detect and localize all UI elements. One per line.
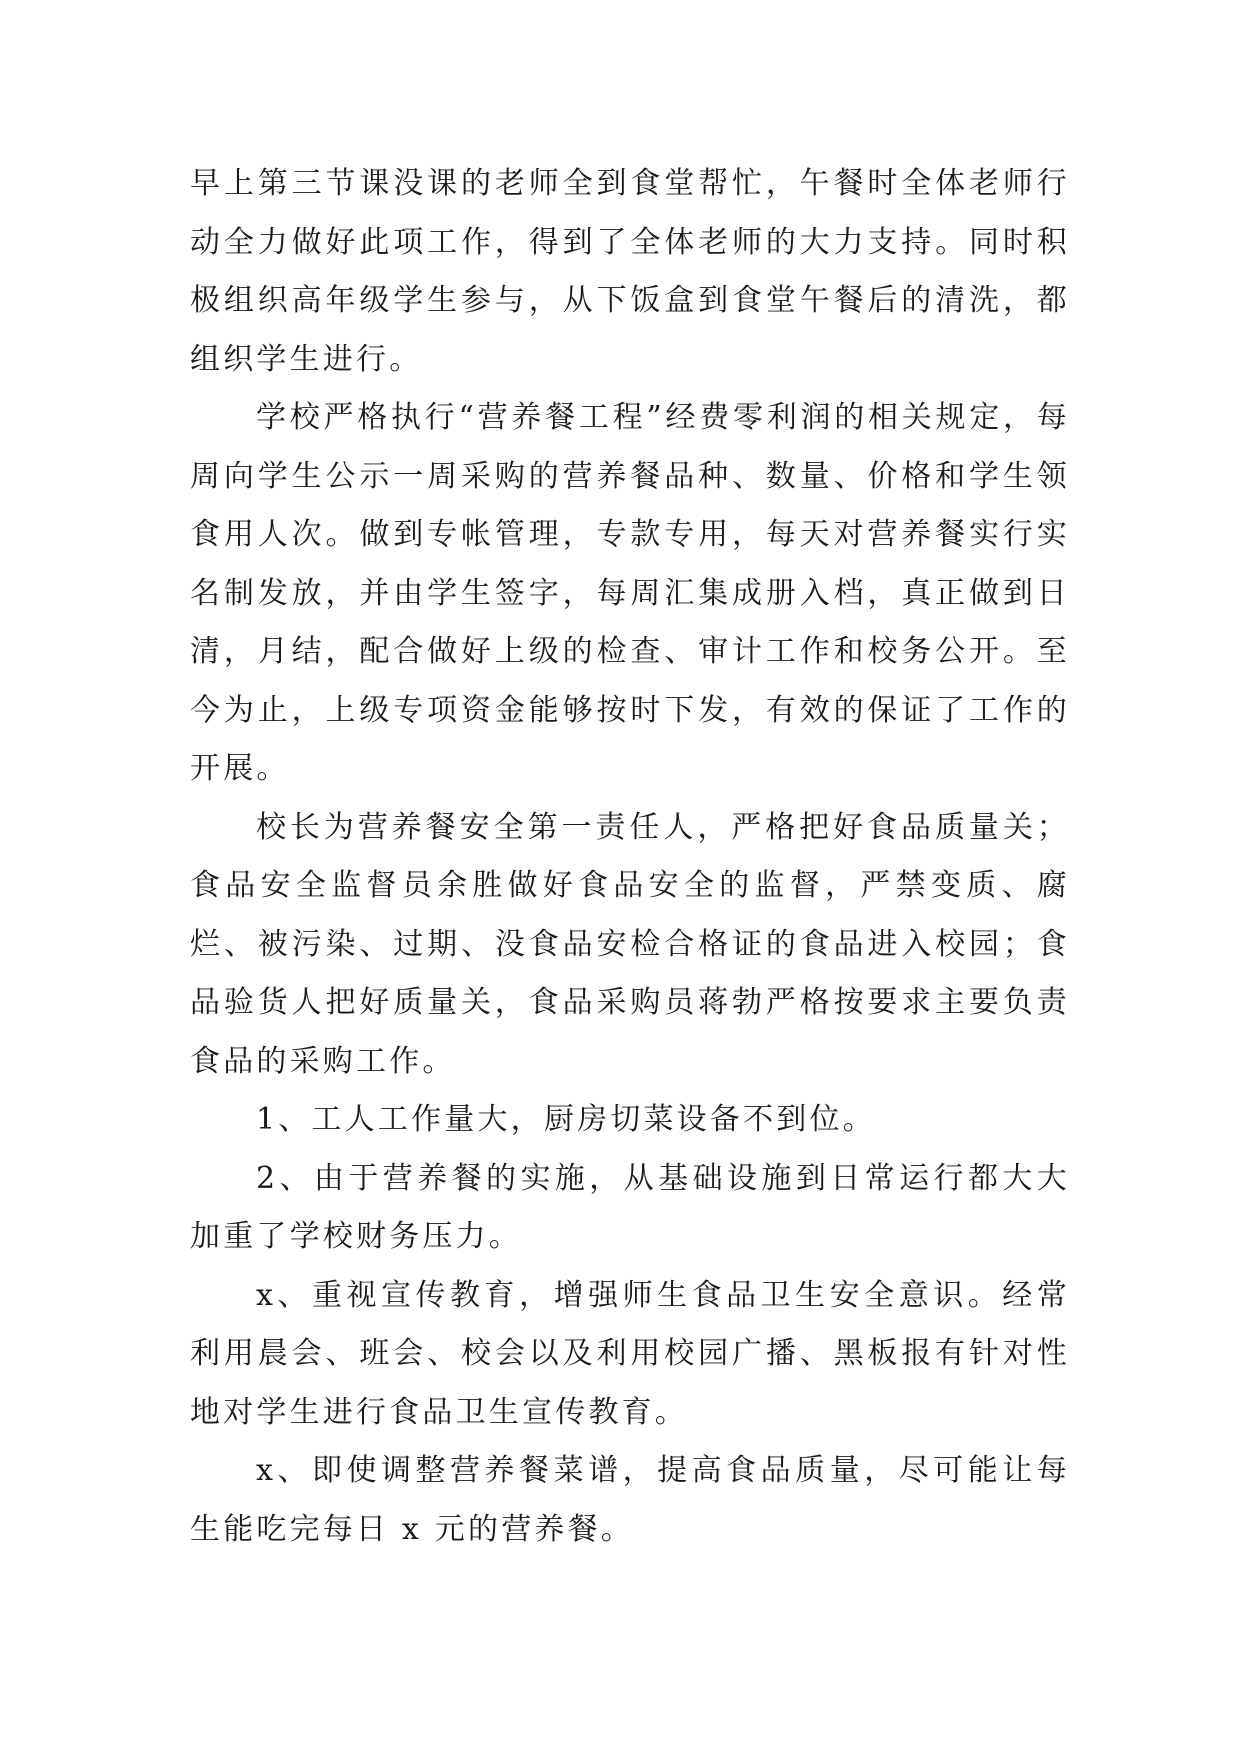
paragraph-2: 学校严格执行“营养餐工程”经费零利润的相关规定，每周向学生公示一周采购的营养餐品种、数量、价格和学生领食用人次。做到专帐管理，专款专用，每天对营养餐实行实名制发放，并由学生签字，每周汇集成册入档，真正做到日清，月结，配合做好上级的检查、审计工作和校务公开。至今为止，上级专项资金能够按时下发，有效的保证了工作的开展。 [190,400,1070,786]
paragraph-5: 2、由于营养餐的实施，从基础设施到日常运行都大大加重了学校财务压力。 [190,1160,1070,1254]
paragraph-3: 校长为营养餐安全第一责任人，严格把好食品质量关；食品安全监督员余胜做好食品安全的监督，严禁变质、腐烂、被污染、过期、没食品安检合格证的食品进入校园；食品验货人把好质量关，食品采购员蒋勃严格按要求主要负责食品的采购工作。 [190,809,1070,1079]
paragraph-1: 早上第三节课没课的老师全到食堂帮忙，午餐时全体老师行动全力做好此项工作，得到了全体老师的大力支持。同时积极组织高年级学生参与，从下饭盒到食堂午餐后的清洗，都组织学生进行。 [190,166,1070,377]
paragraph-6: x、重视宣传教育，增强师生食品卫生安全意识。经常利用晨会、班会、校会以及利用校园广播、黑板报有针对性地对学生进行食品卫生宣传教育。 [190,1277,1070,1430]
paragraph-7: x、即使调整营养餐菜谱，提高食品质量，尽可能让每生能吃完每日 x 元的营养餐。 [190,1453,1070,1547]
document-body [190,155,1070,1559]
paragraph-4: 1、工人工作量大，厨房切菜设备不到位。 [256,1102,876,1137]
